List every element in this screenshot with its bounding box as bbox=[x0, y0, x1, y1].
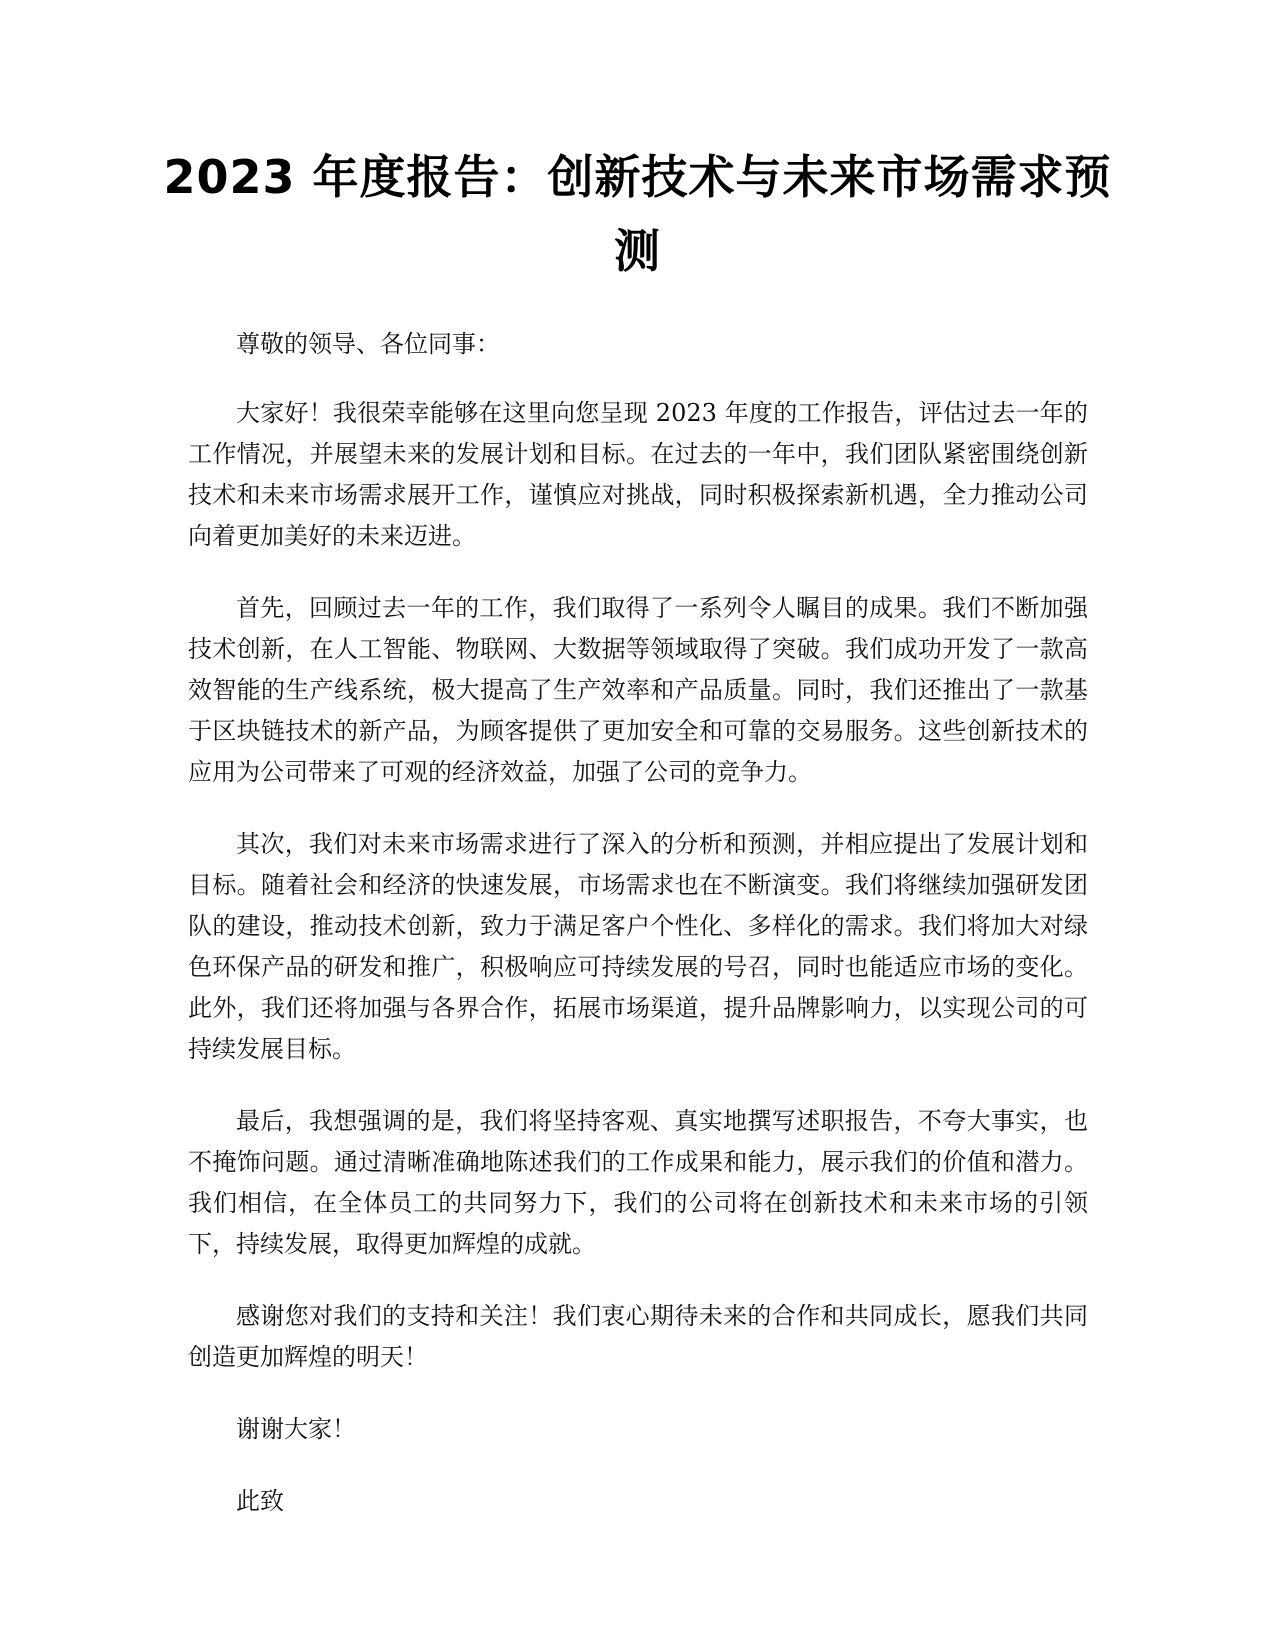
document-title: 2023 年度报告：创新技术与未来市场需求预测 bbox=[163, 150, 1112, 278]
paragraph-intro: 大家好！我很荣幸能够在这里向您呈现 2023 年度的工作报告，评估过去一年的工作情况，并展望未来的发展计划和目标。在过去的一年中，我们团队紧密围绕创新技术和未来市场需求展开工作，谨慎应对挑战，同时积极探索新机遇，全力推动公司向着更加美好的未来迈进。 bbox=[188, 399, 1088, 550]
closing-thanks: 谢谢大家！ bbox=[236, 1415, 356, 1443]
paragraph-achievements: 首先，回顾过去一年的工作，我们取得了一系列令人瞩目的成果。我们不断加强技术创新，在人工智能、物联网、大数据等领域取得了突破。我们成功开发了一款高效智能的生产线系统，极大提高了生产效率和产品质量。同时，我们还推出了一款基于区块链技术的新产品，为顾客提供了更加安全和可靠的交易服务。这些创新技术的应用为公司带来了可观的经济效益，加强了公司的竞争力。 bbox=[188, 594, 1088, 786]
salutation: 尊敬的领导、各位同事： bbox=[236, 330, 500, 358]
document-body bbox=[188, 324, 1088, 1553]
paragraph-conclusion: 最后，我想强调的是，我们将坚持客观、真实地撰写述职报告，不夸大事实，也不掩饰问题。通过清晰准确地陈述我们的工作成果和能力，展示我们的价值和潜力。我们相信，在全体员工的共同努力下，我们的公司将在创新技术和未来市场的引领下，持续发展，取得更加辉煌的成就。 bbox=[188, 1107, 1088, 1258]
paragraph-market-forecast: 其次，我们对未来市场需求进行了深入的分析和预测，并相应提出了发展计划和目标。随着社会和经济的快速发展，市场需求也在不断演变。我们将继续加强研发团队的建设，推动技术创新，致力于满足客户个性化、多样化的需求。我们将加大对绿色环保产品的研发和推广，积极响应可持续发展的号召，同时也能适应市场的变化。此外，我们还将加强与各界合作，拓展市场渠道，提升品牌影响力，以实现公司的可持续发展目标。 bbox=[188, 830, 1088, 1063]
closing-regards: 此致 bbox=[236, 1487, 284, 1515]
paragraph-thanks: 感谢您对我们的支持和关注！我们衷心期待未来的合作和共同成长，愿我们共同创造更加辉煌的明天！ bbox=[188, 1302, 1088, 1371]
